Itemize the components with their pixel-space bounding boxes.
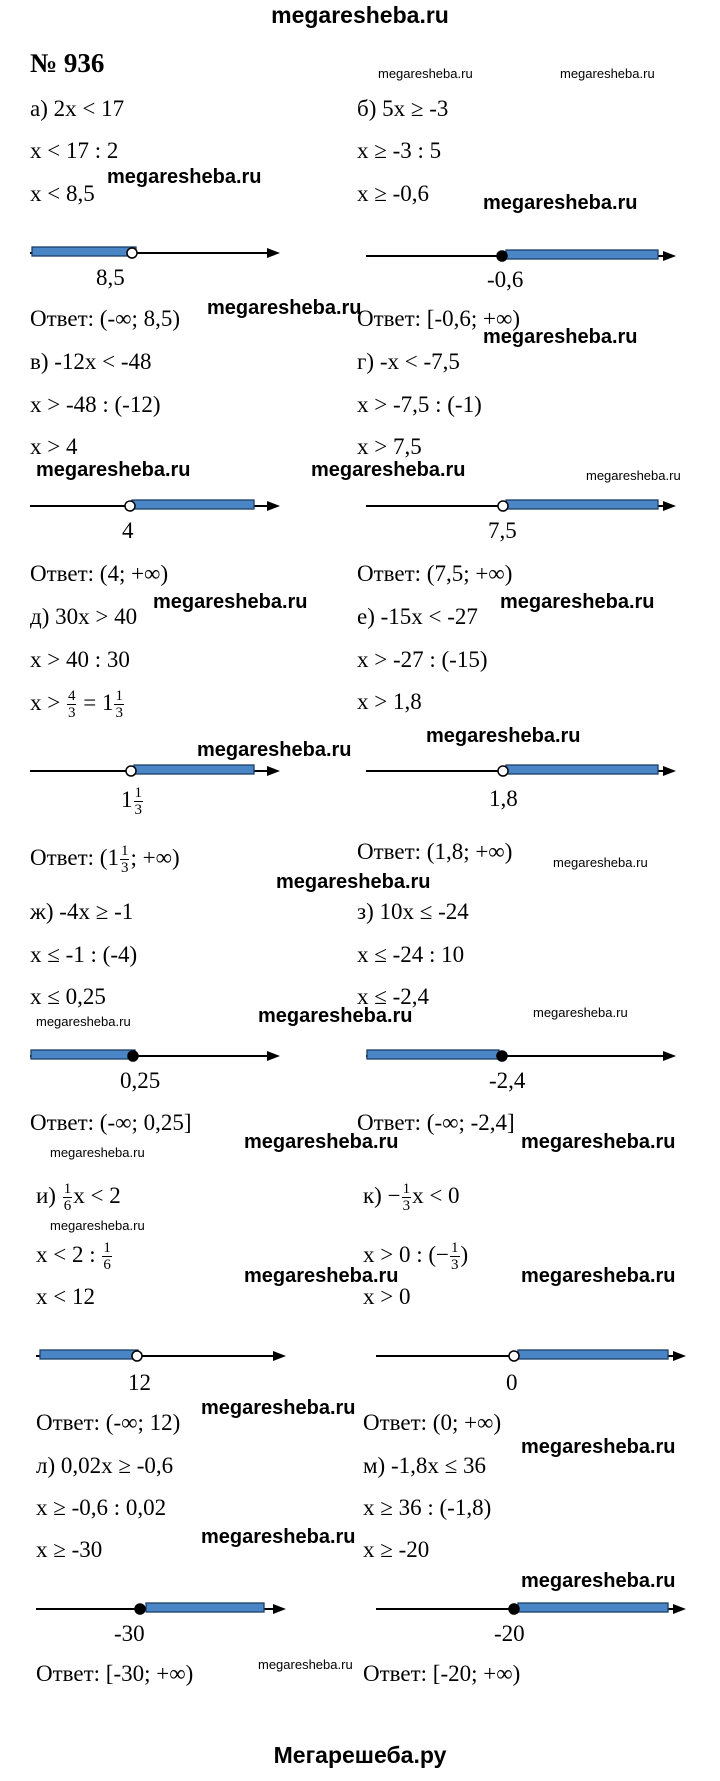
watermark: megaresheba.ru — [521, 1570, 676, 1592]
watermark: megaresheba.ru — [197, 739, 352, 761]
watermark: megaresheba.ru — [521, 1265, 676, 1287]
item-g-point-label: 7,5 — [488, 518, 517, 543]
problem-number: № 936 — [30, 48, 105, 78]
watermark: megaresheba.ru — [533, 1005, 628, 1020]
item-g-answer: Ответ: (7,5; +∞) — [357, 561, 513, 586]
item-g-line1: г) -x < -7,5 — [357, 349, 460, 374]
watermark: megaresheba.ru — [201, 1397, 356, 1419]
number-line-v — [30, 493, 280, 523]
item-b-answer: Ответ: [-0,6; +∞) — [357, 306, 521, 331]
item-d-line2: x > 40 : 30 — [30, 647, 130, 672]
item-a-line3: x < 8,5 — [30, 181, 95, 206]
number-line-d — [30, 758, 280, 788]
item-i-line1: и) $\frac{1}{6}$ x < 2 — [36, 1181, 121, 1214]
watermark: megaresheba.ru — [36, 459, 191, 481]
item-v-line1: в) -12x < -48 — [30, 349, 152, 374]
item-l-answer: Ответ: [-30; +∞) — [36, 1661, 194, 1686]
item-i-line2: x < 2 : $\frac{1}{6}$ — [36, 1240, 111, 1273]
watermark: megaresheba.ru — [258, 1005, 413, 1027]
item-v-line2: x > -48 : (-12) — [30, 392, 161, 417]
watermark: megaresheba.ru — [483, 326, 638, 348]
item-m-line1: м) -1,8x ≤ 36 — [363, 1453, 486, 1478]
item-l-line1: л) 0,02x ≥ -0,6 — [36, 1453, 174, 1478]
item-k-line1: к) − $\frac{1}{3}$ x < 0 — [363, 1181, 460, 1214]
item-z-point-label: -2,4 — [489, 1068, 526, 1093]
item-d-line3: x > $\frac{4}{3}$ = 1 $\frac{1}{3}$ — [30, 688, 123, 721]
item-l-point-label: -30 — [114, 1621, 145, 1646]
item-b-line1: б) 5x ≥ -3 — [357, 96, 449, 121]
watermark: megaresheba.ru — [207, 297, 362, 319]
item-v-point-label: 4 — [122, 518, 134, 543]
watermark: megaresheba.ru — [311, 459, 466, 481]
item-b-line2: x ≥ -3 : 5 — [357, 138, 442, 163]
item-a-line1: а) 2x < 17 — [30, 96, 125, 121]
number-line-e — [366, 758, 676, 788]
watermark: megaresheba.ru — [426, 725, 581, 747]
item-g-line3: x > 7,5 — [357, 434, 422, 459]
item-e-line3: x > 1,8 — [357, 689, 422, 714]
item-m-line2: x ≥ 36 : (-1,8) — [363, 1495, 492, 1520]
item-v-answer: Ответ: (4; +∞) — [30, 561, 169, 586]
item-b-line3: x ≥ -0,6 — [357, 181, 430, 206]
watermark: megaresheba.ru — [201, 1526, 356, 1548]
watermark: megaresheba.ru — [483, 192, 638, 214]
number-line-m — [376, 1596, 686, 1626]
watermark: megaresheba.ru — [153, 591, 308, 613]
item-i-line3: x < 12 — [36, 1284, 95, 1309]
item-v-line3: x > 4 — [30, 434, 78, 459]
site-header: megaresheba.ru — [271, 2, 449, 28]
site-footer: Мегарешеба.ру — [273, 1742, 447, 1768]
item-d-point-label: 1 $\frac{1}{3}$ — [121, 785, 142, 818]
item-z-line3: x ≤ -2,4 — [357, 984, 430, 1009]
number-line-a — [30, 240, 280, 270]
watermark: megaresheba.ru — [107, 166, 262, 188]
item-a-line2: x < 17 : 2 — [30, 138, 119, 163]
number-line-g — [366, 493, 676, 523]
item-i-point-label: 12 — [128, 1370, 151, 1395]
item-zh-line1: ж) -4x ≥ -1 — [30, 899, 134, 924]
item-l-line3: x ≥ -30 — [36, 1537, 103, 1562]
item-m-point-label: -20 — [494, 1621, 525, 1646]
watermark: megaresheba.ru — [521, 1436, 676, 1458]
watermark: megaresheba.ru — [244, 1265, 399, 1287]
watermark: megaresheba.ru — [560, 66, 655, 81]
item-k-answer: Ответ: (0; +∞) — [363, 1410, 502, 1435]
number-line-k — [376, 1343, 686, 1373]
item-z-answer: Ответ: (-∞; -2,4] — [357, 1110, 515, 1135]
watermark: megaresheba.ru — [244, 1131, 399, 1153]
watermark: megaresheba.ru — [50, 1218, 145, 1233]
watermark: megaresheba.ru — [500, 591, 655, 613]
item-a-answer: Ответ: (-∞; 8,5) — [30, 306, 181, 331]
item-e-line1: е) -15x < -27 — [357, 604, 478, 629]
item-d-answer: Ответ: (1 $\frac{1}{3}$ ; +∞) — [30, 843, 180, 876]
item-m-answer: Ответ: [-20; +∞) — [363, 1661, 521, 1686]
item-z-line2: x ≤ -24 : 10 — [357, 942, 465, 967]
watermark: megaresheba.ru — [586, 468, 681, 483]
watermark: megaresheba.ru — [521, 1131, 676, 1153]
item-e-line2: x > -27 : (-15) — [357, 647, 488, 672]
watermark: megaresheba.ru — [50, 1145, 145, 1160]
watermark: megaresheba.ru — [258, 1657, 353, 1672]
item-a-point-label: 8,5 — [96, 265, 125, 290]
number-line-l — [36, 1596, 286, 1626]
watermark: megaresheba.ru — [276, 871, 431, 893]
number-line-i — [36, 1343, 286, 1373]
watermark: megaresheba.ru — [378, 66, 473, 81]
item-zh-point-label: 0,25 — [120, 1068, 161, 1093]
item-b-point-label: -0,6 — [487, 267, 524, 292]
item-k-line3: x > 0 — [363, 1284, 411, 1309]
item-zh-line3: x ≤ 0,25 — [30, 984, 106, 1009]
item-k-point-label: 0 — [506, 1370, 518, 1395]
watermark: megaresheba.ru — [36, 1014, 131, 1029]
item-m-line3: x ≥ -20 — [363, 1537, 430, 1562]
item-zh-line2: x ≤ -1 : (-4) — [30, 942, 138, 967]
item-d-line1: д) 30x > 40 — [30, 604, 138, 629]
item-k-line2: x > 0 : (− $\frac{1}{3}$ ) — [363, 1240, 469, 1273]
item-e-point-label: 1,8 — [489, 786, 518, 811]
item-i-answer: Ответ: (-∞; 12) — [36, 1410, 181, 1435]
item-z-line1: з) 10x ≤ -24 — [357, 899, 469, 924]
watermark: megaresheba.ru — [553, 855, 648, 870]
item-e-answer: Ответ: (1,8; +∞) — [357, 839, 513, 864]
item-zh-answer: Ответ: (-∞; 0,25] — [30, 1110, 192, 1135]
item-l-line2: x ≥ -0,6 : 0,02 — [36, 1495, 167, 1520]
item-g-line2: x > -7,5 : (-1) — [357, 392, 482, 417]
